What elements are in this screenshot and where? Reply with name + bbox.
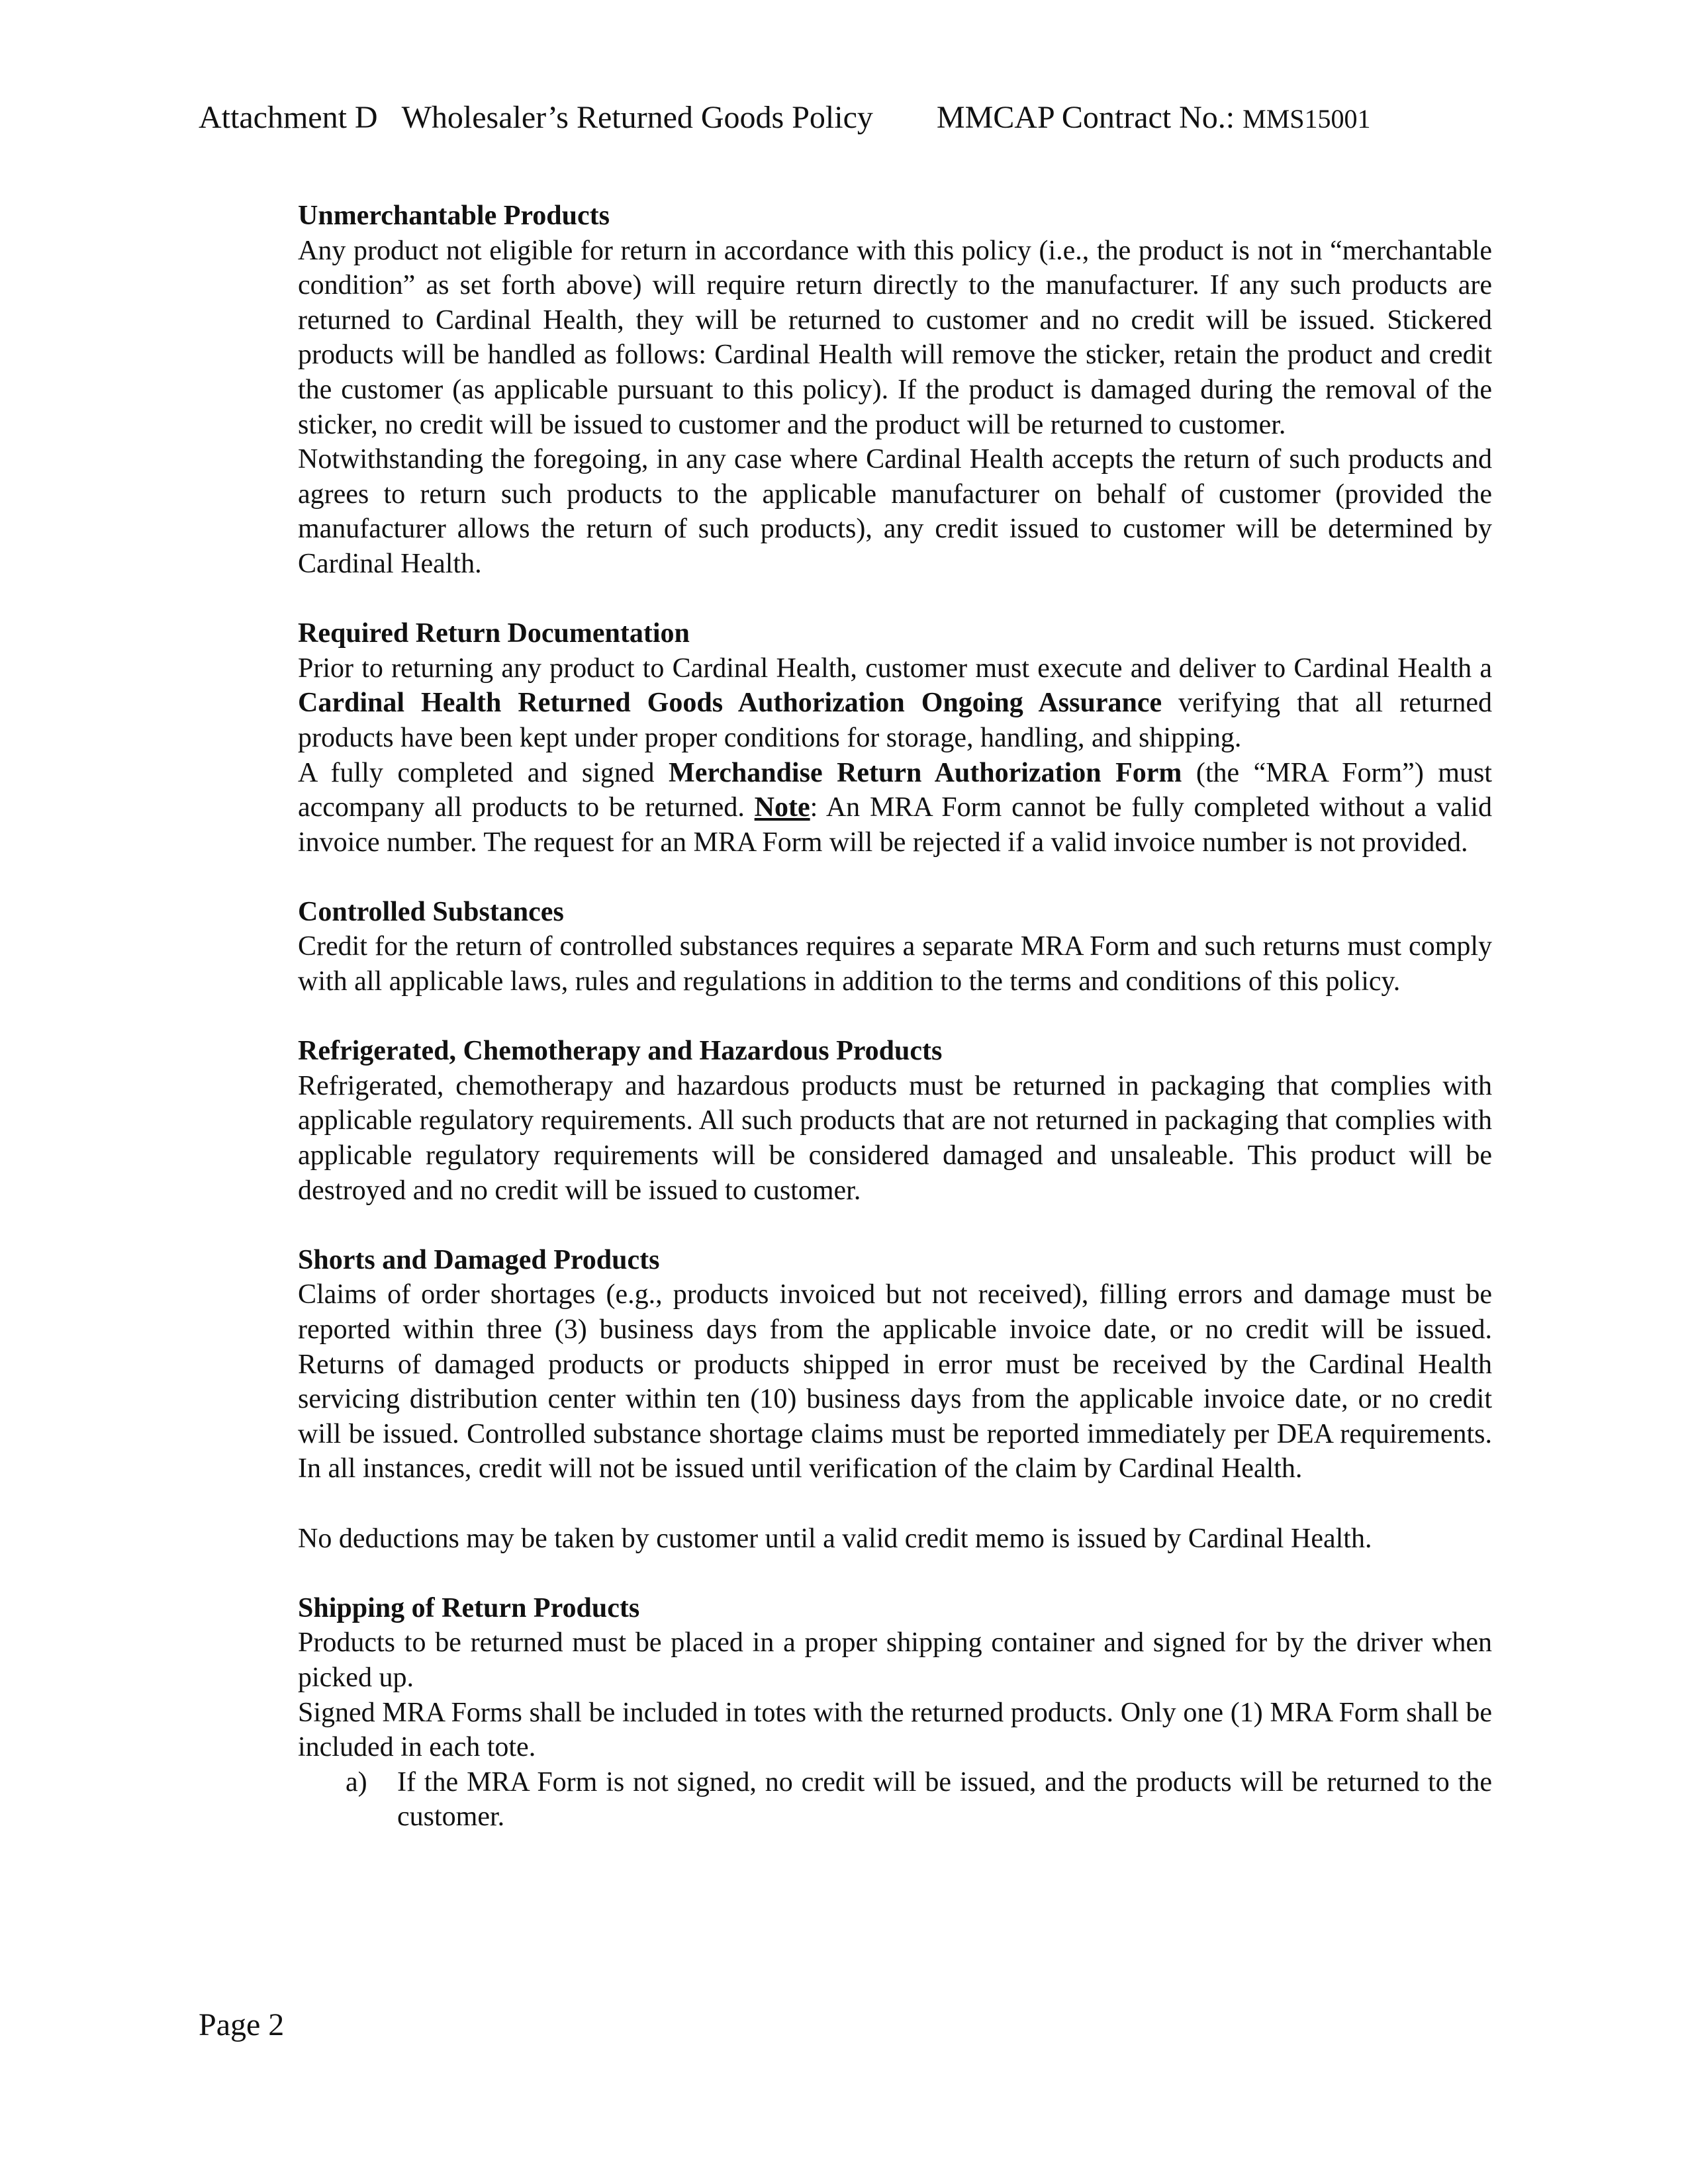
paragraph: Any product not eligible for return in accordance with this policy (i.e., the product is not in “merchantable condition” as set forth above) will require return directly to the manufacturer. If any such products are returned to Cardinal Health, they will be returned to customer and no credit will be issued. Stickered products will be handled as follows: Cardinal Health will remove the sticker, retain the product and credit the customer (as applicable pursuant to this policy). If the product is damaged during the removal of the sticker, no credit will be issued to customer and the product will be returned to customer. — [298, 235, 1492, 440]
text-run: A fully completed and signed — [298, 757, 669, 788]
section-refrigerated-chemotherapy-hazardous — [298, 1034, 1492, 1208]
attachment-label: Attachment D — [199, 100, 378, 135]
section-deductions — [298, 1522, 1492, 1557]
contract-label: MMCAP Contract No.: — [936, 100, 1235, 135]
text-run: verifying that all returned products have been kept under proper conditions for storage, handling, and shipping. — [298, 688, 1493, 753]
paragraph: Credit for the return of controlled substances requires a separate MRA Form and such returns must comply with all applicable laws, rules and regulations in addition to the terms and conditions of this policy. — [298, 931, 1492, 997]
paragraph: Claims of order shortages (e.g., products invoiced but not received), filling errors and damage must be reported within three (3) business days from the applicable invoice date, or no credit will be issued. Returns of damaged products or products shipped in error must be received by the Cardinal Health servicing distribution center within ten (10) business days from the applicable invoice date, or no credit will be issued. Controlled substance shortage claims must be reported immediately per DEA requirements. In all instances, credit will not be issued until verification of the claim by Cardinal Health. — [298, 1279, 1492, 1484]
shipping-list — [298, 1765, 1492, 1835]
page-header — [199, 97, 1371, 140]
section-shipping-of-return-products — [298, 1591, 1492, 1835]
paragraph — [298, 756, 1492, 860]
text-run: Prior to returning any product to Cardinal Health, customer must execute and deliver to Cardinal Health a — [298, 653, 1492, 684]
section-heading: Refrigerated, Chemotherapy and Hazardous Products — [298, 1036, 943, 1067]
paragraph: No deductions may be taken by customer until a valid credit memo is issued by Cardinal Health. — [298, 1523, 1372, 1554]
page-number: Page 2 — [199, 2007, 285, 2042]
paragraph: Refrigerated, chemotherapy and hazardous products must be returned in packaging that complies with applicable regulatory requirements. All such products that are not returned in packaging that complies with applicable regulatory requirements will be considered damaged and unsaleable. This product will be destroyed and no credit will be issued to customer. — [298, 1070, 1492, 1206]
list-item — [298, 1765, 1492, 1835]
section-heading: Required Return Documentation — [298, 618, 690, 649]
mra-form-name: Merchandise Return Authorization Form — [669, 757, 1182, 788]
document-title: Wholesaler’s Returned Goods Policy — [401, 100, 873, 135]
paragraph: Signed MRA Forms shall be included in totes with the returned products. Only one (1) MRA Form shall be included in each tote. — [298, 1697, 1492, 1763]
section-shorts-and-damaged-products — [298, 1243, 1492, 1486]
section-heading: Shorts and Damaged Products — [298, 1244, 660, 1275]
note-label: Note — [754, 792, 810, 823]
list-marker: a) — [346, 1766, 367, 1797]
text-run: (the “MRA Form”) must accompany all products to be returned. — [298, 757, 1492, 823]
section-heading: Controlled Substances — [298, 896, 564, 927]
section-heading: Shipping of Return Products — [298, 1592, 640, 1623]
section-unmerchantable-products — [298, 199, 1492, 582]
text-run: : An MRA Form cannot be fully completed without a valid invoice number. The request for an MRA Form will be rejected if a valid invoice number is not provided. — [298, 792, 1492, 858]
paragraph — [298, 651, 1492, 756]
policy-body — [298, 199, 1492, 1835]
list-item-text: If the MRA Form is not signed, no credit will be issued, and the products will be returned to the customer. — [397, 1766, 1492, 1833]
paragraph: Notwithstanding the foregoing, in any case where Cardinal Health accepts the return of such products and agrees to return such products to the applicable manufacturer on behalf of customer (provided the manufacturer allows the return of such products), any credit issued to customer will be determined by Cardinal Health. — [298, 444, 1492, 579]
section-controlled-substances — [298, 895, 1492, 999]
section-heading: Unmerchantable Products — [298, 201, 610, 231]
contract-number: MMS15001 — [1243, 104, 1371, 134]
paragraph: Products to be returned must be placed in a proper shipping container and signed for by the driver when picked up. — [298, 1627, 1492, 1693]
assurance-document-name: Cardinal Health Returned Goods Authorization Ongoing Assurance — [298, 688, 1162, 719]
section-required-return-documentation — [298, 616, 1492, 860]
